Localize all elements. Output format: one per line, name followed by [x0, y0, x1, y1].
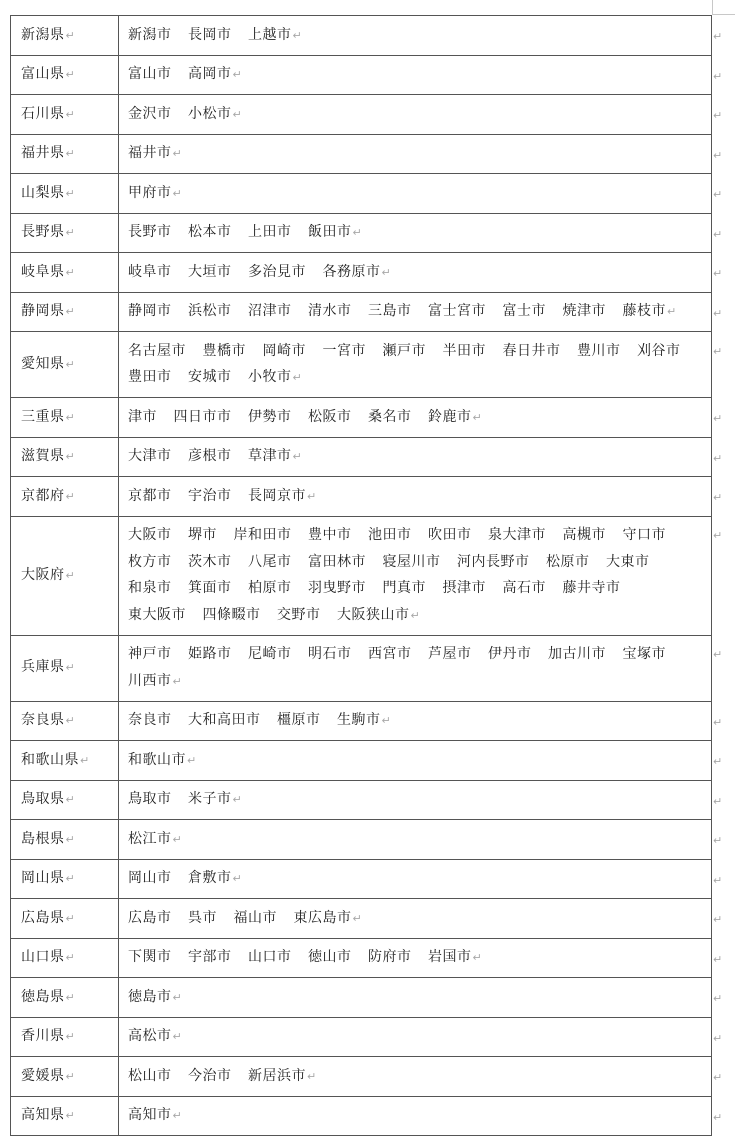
prefecture-cell [11, 701, 119, 741]
city-name: 金沢市 [128, 105, 172, 122]
city-name: 米子市↵ [188, 791, 243, 807]
city-list-cell [119, 253, 712, 293]
return-mark-icon: ↵ [80, 753, 90, 767]
table-row [11, 1057, 712, 1097]
table-row [11, 635, 712, 701]
prefecture-name: 長野県 [21, 224, 65, 240]
city-name: 瀬戸市 [382, 342, 426, 359]
table-row [11, 134, 712, 174]
row-end-mark-icon: ↵ [713, 952, 723, 966]
prefecture-cell [11, 516, 119, 635]
prefecture-name: 富山県 [21, 66, 65, 82]
prefecture-cell [11, 55, 119, 95]
table-row [11, 1096, 712, 1136]
city-name: 岩国市↵ [428, 949, 483, 965]
city-name: 松本市 [188, 224, 232, 240]
city-list-cell [119, 398, 712, 438]
prefecture-cell [11, 332, 119, 398]
table-row [11, 516, 712, 635]
prefecture-name: 石川県 [21, 105, 65, 122]
prefecture-name: 三重県 [21, 408, 65, 425]
prefecture-name: 高知県 [21, 1107, 65, 1123]
city-list-cell [119, 477, 712, 517]
city-list-cell [119, 938, 712, 978]
table-row [11, 253, 712, 293]
city-name: 寝屋川市 [382, 553, 441, 570]
city-list-cell [119, 741, 712, 781]
city-name: 池田市 [368, 527, 412, 543]
prefecture-name: 静岡県 [21, 303, 65, 319]
return-mark-icon: ↵ [65, 1069, 76, 1083]
table-row [11, 398, 712, 438]
city-name: 焼津市 [562, 303, 606, 319]
row-end-mark-icon: ↵ [713, 1071, 723, 1085]
city-name: 尼崎市 [248, 646, 292, 662]
city-name: 高松市↵ [128, 1028, 183, 1044]
city-list-cell [119, 1096, 712, 1136]
prefecture-name: 香川県 [21, 1028, 65, 1044]
return-mark-icon: ↵ [307, 1069, 317, 1083]
city-name: 刈谷市 [637, 342, 681, 359]
prefecture-cell [11, 635, 119, 701]
prefecture-cell [11, 899, 119, 939]
city-name: 羽曳野市 [308, 580, 366, 596]
return-mark-icon: ↵ [65, 990, 76, 1004]
prefecture-name: 山口県 [21, 949, 65, 965]
prefecture-cell [11, 780, 119, 820]
city-name: 上越市↵ [248, 26, 303, 43]
return-mark-icon: ↵ [65, 68, 76, 81]
prefecture-name: 鳥取県 [21, 791, 65, 807]
row-end-mark-icon: ↵ [713, 715, 723, 729]
city-name: 和泉市 [128, 580, 172, 596]
return-mark-icon: ↵ [172, 1030, 183, 1043]
return-mark-icon: ↵ [65, 28, 76, 42]
return-mark-icon: ↵ [352, 911, 363, 925]
city-list-cell [119, 899, 712, 939]
city-name: 鳥取市 [128, 791, 172, 807]
prefecture-cell [11, 938, 119, 978]
return-mark-icon: ↵ [65, 1030, 76, 1043]
city-name: 春日井市 [502, 342, 561, 359]
city-name: 小松市↵ [188, 105, 243, 122]
prefecture-name: 愛知県 [21, 355, 65, 372]
return-mark-icon: ↵ [232, 872, 243, 885]
city-name: 生駒市↵ [337, 712, 392, 728]
city-name: 門真市 [382, 580, 426, 596]
table-row [11, 16, 712, 56]
city-name: 長岡京市↵ [248, 487, 317, 504]
row-end-mark-icon: ↵ [713, 873, 723, 887]
city-name: 京都市 [128, 487, 172, 504]
city-name: 大阪狭山市↵ [337, 606, 421, 623]
city-name: 防府市 [368, 949, 412, 965]
row-end-mark-icon: ↵ [713, 491, 723, 505]
city-name: 名古屋市 [128, 342, 186, 359]
city-name: 奈良市 [128, 712, 172, 728]
city-name: 松阪市 [308, 408, 352, 425]
city-name: 神戸市 [128, 646, 172, 662]
return-mark-icon: ↵ [65, 186, 76, 200]
city-name: 芦屋市 [428, 646, 472, 662]
return-mark-icon: ↵ [65, 1109, 76, 1122]
return-mark-icon: ↵ [352, 226, 363, 239]
prefecture-cell [11, 95, 119, 135]
city-name: 東大阪市 [128, 606, 186, 623]
city-name: 草津市↵ [248, 448, 303, 464]
return-mark-icon: ↵ [172, 186, 183, 200]
city-name: 茨木市 [188, 553, 232, 570]
city-name: 岡山市 [128, 870, 172, 886]
city-name: 加古川市 [548, 646, 606, 662]
return-mark-icon: ↵ [472, 951, 483, 964]
row-end-mark-icon: ↵ [713, 306, 723, 320]
city-name: 摂津市 [442, 580, 486, 596]
row-end-mark-icon: ↵ [713, 109, 723, 123]
city-name: 各務原市↵ [322, 263, 392, 280]
table-row [11, 741, 712, 781]
prefecture-name: 京都府 [21, 487, 65, 504]
prefecture-cell [11, 398, 119, 438]
return-mark-icon: ↵ [232, 107, 243, 121]
city-name: 今治市 [188, 1067, 232, 1084]
return-mark-icon: ↵ [65, 832, 76, 846]
prefecture-city-table [10, 15, 712, 1136]
prefecture-name: 滋賀県 [21, 448, 65, 464]
table-row [11, 978, 712, 1018]
return-mark-icon: ↵ [172, 674, 183, 688]
city-list-cell [119, 16, 712, 56]
city-name: 上田市 [248, 224, 292, 240]
city-name: 多治見市 [248, 263, 306, 280]
city-name: 津市 [128, 408, 157, 425]
city-name: 鈴鹿市↵ [428, 408, 483, 425]
city-name: 富士宮市 [428, 303, 486, 319]
city-name: 堺市 [188, 527, 217, 543]
prefecture-name: 広島県 [21, 909, 65, 926]
city-list-cell [119, 174, 712, 214]
city-name: 岸和田市 [233, 527, 292, 543]
city-name: 藤井寺市 [562, 580, 621, 596]
city-name: 小牧市↵ [248, 369, 303, 385]
prefecture-cell [11, 820, 119, 860]
city-name: 橿原市 [277, 712, 321, 728]
city-name: 半田市 [442, 342, 486, 359]
return-mark-icon: ↵ [65, 147, 76, 160]
city-name: 枚方市 [128, 553, 172, 570]
table-row [11, 899, 712, 939]
table-row [11, 780, 712, 820]
table-row [11, 437, 712, 477]
return-mark-icon: ↵ [292, 28, 303, 42]
city-list-cell [119, 134, 712, 174]
return-mark-icon: ↵ [65, 489, 76, 503]
return-mark-icon: ↵ [65, 107, 76, 121]
return-mark-icon: ↵ [65, 872, 76, 885]
return-mark-icon: ↵ [232, 793, 243, 806]
city-name: 富山市 [128, 66, 172, 82]
return-mark-icon: ↵ [65, 357, 76, 371]
city-name: 飯田市↵ [308, 224, 363, 240]
city-list-cell [119, 1057, 712, 1097]
row-end-mark-icon: ↵ [713, 992, 723, 1006]
city-name: 三島市 [368, 303, 412, 319]
city-name: 徳島市↵ [128, 988, 183, 1005]
city-name: 下関市 [128, 949, 172, 965]
prefecture-cell [11, 134, 119, 174]
return-mark-icon: ↵ [172, 1109, 183, 1122]
city-name: 安城市 [188, 369, 232, 385]
city-name: 豊田市 [128, 369, 172, 385]
return-mark-icon: ↵ [381, 714, 392, 727]
table-row [11, 174, 712, 214]
city-name: 高知市↵ [128, 1107, 183, 1123]
return-mark-icon: ↵ [232, 68, 243, 81]
return-mark-icon: ↵ [172, 147, 183, 160]
table-row [11, 1017, 712, 1057]
city-name: 富士市 [502, 303, 546, 319]
prefecture-cell [11, 978, 119, 1018]
city-name: 泉大津市 [488, 527, 546, 543]
prefecture-cell [11, 174, 119, 214]
city-name: 箕面市 [188, 580, 232, 596]
prefecture-name: 山梨県 [21, 184, 65, 201]
table-row [11, 292, 712, 332]
city-name: 呉市 [188, 909, 217, 926]
row-end-mark-icon: ↵ [713, 1110, 723, 1124]
prefecture-name: 徳島県 [21, 988, 65, 1005]
city-name: 浜松市 [188, 303, 232, 319]
prefecture-name: 奈良県 [21, 712, 65, 728]
row-end-mark-icon: ↵ [713, 755, 723, 769]
row-end-mark-icon: ↵ [713, 794, 723, 808]
table-body [11, 16, 712, 1136]
row-end-mark-icon: ↵ [713, 188, 723, 202]
prefecture-cell [11, 859, 119, 899]
row-end-mark-icon: ↵ [713, 148, 723, 162]
city-list-cell [119, 1017, 712, 1057]
table-row [11, 95, 712, 135]
city-name: 一宮市 [322, 342, 366, 359]
city-list-cell [119, 635, 712, 701]
table-row [11, 55, 712, 95]
return-mark-icon: ↵ [307, 489, 317, 503]
return-mark-icon: ↵ [472, 410, 483, 424]
return-mark-icon: ↵ [292, 450, 303, 463]
return-mark-icon: ↵ [187, 753, 197, 767]
city-name: 福山市 [233, 909, 277, 926]
return-mark-icon: ↵ [65, 305, 76, 318]
city-name: 四條畷市 [202, 606, 261, 623]
prefecture-name: 福井県 [21, 145, 65, 161]
city-name: 新居浜市↵ [248, 1067, 317, 1084]
city-name: 伊勢市 [248, 408, 292, 425]
city-name: 高岡市↵ [188, 66, 243, 82]
prefecture-cell [11, 1057, 119, 1097]
prefecture-name: 島根県 [21, 830, 65, 847]
return-mark-icon: ↵ [667, 305, 677, 318]
city-list-cell [119, 437, 712, 477]
row-end-mark-icon: ↵ [713, 344, 723, 358]
prefecture-cell [11, 1017, 119, 1057]
city-name: 倉敷市↵ [188, 870, 243, 886]
prefecture-cell [11, 253, 119, 293]
prefecture-cell [11, 1096, 119, 1136]
city-name: 大和高田市 [188, 712, 261, 728]
return-mark-icon: ↵ [292, 371, 303, 384]
return-mark-icon: ↵ [65, 226, 76, 239]
city-name: 大津市 [128, 448, 172, 464]
row-end-mark-icon: ↵ [713, 267, 723, 281]
city-list-cell [119, 701, 712, 741]
return-mark-icon: ↵ [65, 265, 76, 279]
row-end-mark-icon: ↵ [713, 451, 723, 465]
table-row [11, 820, 712, 860]
return-mark-icon: ↵ [65, 714, 76, 727]
city-name: 西宮市 [368, 646, 412, 662]
city-name: 柏原市 [248, 580, 292, 596]
prefecture-name: 岐阜県 [21, 263, 65, 280]
return-mark-icon: ↵ [65, 450, 76, 463]
city-name: 沼津市 [248, 303, 292, 319]
city-name: 川西市↵ [128, 672, 183, 689]
city-name: 山口市 [248, 949, 292, 965]
city-name: 福井市↵ [128, 145, 183, 161]
prefecture-name: 愛媛県 [21, 1067, 65, 1084]
return-mark-icon: ↵ [65, 793, 76, 806]
table-row [11, 332, 712, 398]
city-name: 宝塚市 [622, 646, 666, 662]
table-row [11, 938, 712, 978]
city-name: 徳山市 [308, 949, 352, 965]
city-name: 豊橋市 [202, 342, 246, 359]
city-list-cell [119, 95, 712, 135]
return-mark-icon: ↵ [172, 990, 183, 1004]
city-name: 東広島市↵ [293, 909, 363, 926]
row-end-mark-icon: ↵ [713, 227, 723, 241]
city-name: 新潟市 [128, 26, 172, 43]
city-name: 広島市 [128, 909, 172, 926]
prefecture-cell [11, 437, 119, 477]
city-name: 四日市市 [173, 408, 232, 425]
city-list-cell [119, 859, 712, 899]
city-name: 豊川市 [577, 342, 621, 359]
row-end-mark-icon: ↵ [713, 412, 723, 426]
city-name: 岐阜市 [128, 263, 172, 280]
city-name: 長岡市 [188, 26, 232, 43]
row-end-mark-icon: ↵ [713, 30, 723, 44]
city-list-cell [119, 292, 712, 332]
city-name: 桑名市 [368, 408, 412, 425]
row-end-mark-icon: ↵ [713, 69, 723, 83]
row-end-mark-icon: ↵ [713, 1031, 723, 1045]
city-name: 清水市 [308, 303, 352, 319]
city-list-cell [119, 213, 712, 253]
row-end-mark-icon: ↵ [713, 913, 723, 927]
city-name: 藤枝市↵ [622, 303, 677, 319]
city-list-cell [119, 516, 712, 635]
city-name: 松原市 [546, 553, 590, 570]
city-list-cell [119, 332, 712, 398]
prefecture-name: 大阪府 [21, 566, 65, 583]
city-list-cell [119, 978, 712, 1018]
city-name: 大垣市 [188, 263, 232, 280]
city-list-cell [119, 820, 712, 860]
city-name: 河内長野市 [457, 553, 530, 570]
table-row [11, 213, 712, 253]
prefecture-name: 和歌山県 [21, 751, 79, 768]
city-list-cell [119, 780, 712, 820]
return-mark-icon: ↵ [172, 832, 183, 846]
city-name: 岡崎市 [262, 342, 306, 359]
page-corner-mark [712, 0, 735, 15]
city-name: 松山市 [128, 1067, 172, 1084]
row-end-mark-icon: ↵ [713, 648, 723, 661]
prefecture-name: 岡山県 [21, 870, 65, 886]
city-name: 甲府市↵ [128, 184, 183, 201]
city-name: 宇部市 [188, 949, 232, 965]
prefecture-cell [11, 741, 119, 781]
return-mark-icon: ↵ [65, 568, 76, 582]
table-row [11, 701, 712, 741]
city-list-cell [119, 55, 712, 95]
city-name: 大東市 [606, 553, 650, 570]
row-end-mark-icon: ↵ [713, 834, 723, 848]
city-name: 富田林市 [308, 553, 366, 570]
return-mark-icon: ↵ [65, 951, 76, 964]
city-name: 和歌山市↵ [128, 751, 197, 768]
city-name: 高槻市 [562, 527, 606, 543]
city-name: 交野市 [277, 606, 321, 623]
city-name: 姫路市 [188, 646, 232, 662]
prefecture-cell [11, 292, 119, 332]
city-name: 彦根市 [188, 448, 232, 464]
city-name: 守口市 [622, 527, 666, 543]
city-name: 宇治市 [188, 487, 232, 504]
city-name: 吹田市 [428, 527, 472, 543]
city-name: 明石市 [308, 646, 352, 662]
return-mark-icon: ↵ [381, 265, 392, 279]
row-end-mark-icon: ↵ [713, 529, 723, 542]
city-name: 伊丹市 [488, 646, 532, 662]
city-name: 高石市 [502, 580, 546, 596]
prefecture-cell [11, 16, 119, 56]
return-mark-icon: ↵ [65, 410, 76, 424]
prefecture-cell [11, 213, 119, 253]
city-name: 大阪市 [128, 527, 172, 543]
prefecture-name: 兵庫県 [21, 659, 65, 676]
return-mark-icon: ↵ [65, 911, 76, 925]
table-row [11, 859, 712, 899]
prefecture-cell [11, 477, 119, 517]
return-mark-icon: ↵ [65, 661, 76, 675]
return-mark-icon: ↵ [410, 608, 421, 622]
city-name: 静岡市 [128, 303, 172, 319]
city-name: 長野市 [128, 224, 172, 240]
city-name: 松江市↵ [128, 830, 183, 847]
prefecture-name: 新潟県 [21, 26, 65, 43]
table-row [11, 477, 712, 517]
city-name: 八尾市 [248, 553, 292, 570]
city-name: 豊中市 [308, 527, 352, 543]
